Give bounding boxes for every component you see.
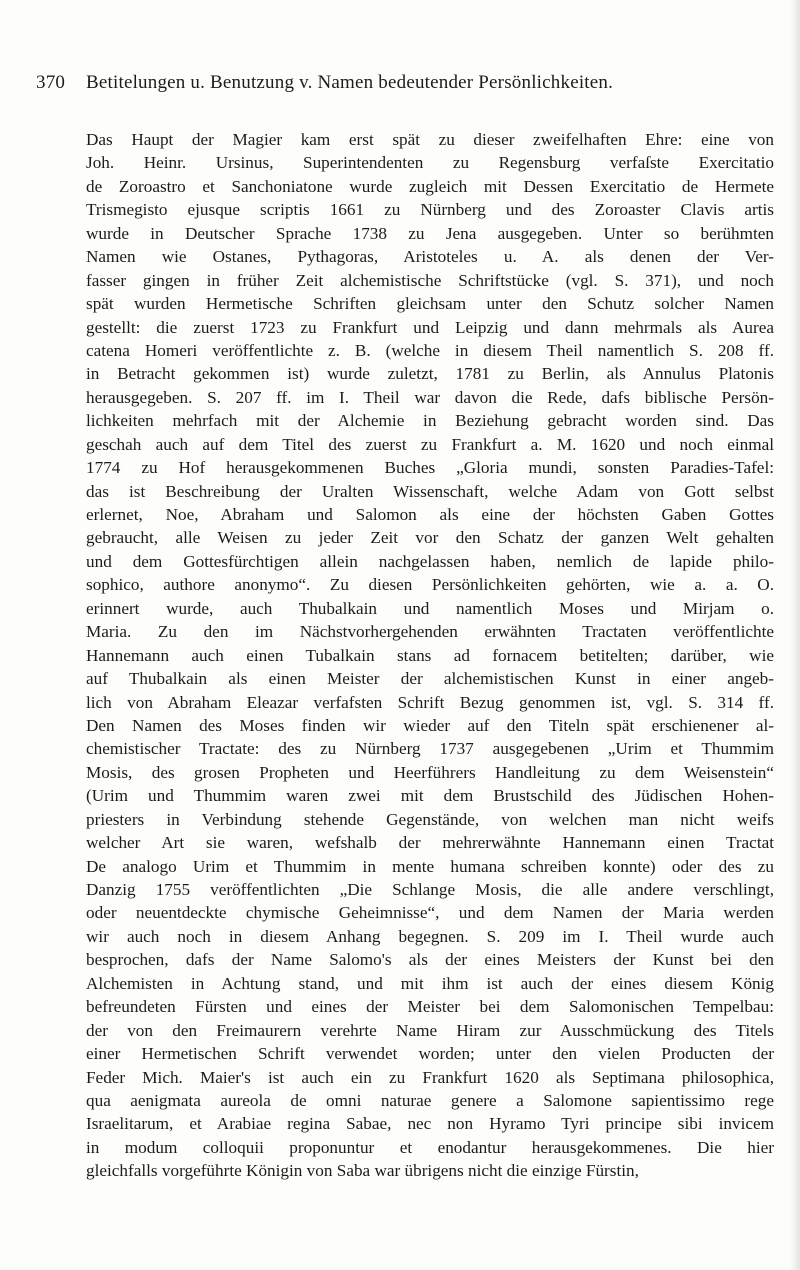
text-line: De analogo Urim et Thummim in mente humana schreiben konnte) oder des zu — [86, 856, 774, 876]
text-line: Das Haupt der Magier kam erst spät zu dieser zweifelhaften Ehre: eine von — [86, 130, 774, 149]
text-line: gestellt: die zuerst 1723 zu Frankfurt und Leipzig und dann mehrmals als Aurea — [86, 317, 774, 337]
text-line: das ist Beschreibung der Uralten Wissenschaft, welche Adam von Gott selbst — [86, 481, 774, 501]
text-line: besprochen, dafs der Name Salomo's als der eines Meisters der Kunst bei den — [86, 950, 774, 970]
text-line: Namen wie Ostanes, Pythagoras, Aristoteles u. A. als denen der Ver- — [86, 247, 774, 267]
page-number: 370 — [36, 72, 66, 93]
text-line: herausgegeben. S. 207 ff. im I. Theil war davon die Rede, dafs biblische Persön- — [86, 387, 774, 407]
text-line: welcher Art sie waren, wefshalb der mehrerwähnte Hannemann einen Tractat — [86, 833, 774, 853]
text-line: auf Thubalkain als einen Meister der alchemistischen Kunst in einer angeb- — [86, 669, 774, 689]
text-line: Den Namen des Moses finden wir wieder auf den Titeln spät erschienener al- — [86, 715, 774, 735]
text-line: de Zoroastro et Sanchoniatone wurde zugleich mit Dessen Exercitatio de Hermete — [86, 176, 774, 196]
text-line: Joh. Heinr. Ursinus, Superintendenten zu Regensburg verfaſste Exercitatio — [86, 153, 774, 173]
text-line: Feder Mich. Maier's ist auch ein zu Frankfurt 1620 als Septimana philosophica, — [86, 1067, 774, 1087]
text-line: Mosis, des grosen Propheten und Heerführers Handleitung zu dem Weisenstein“ — [86, 762, 774, 782]
text-line: Danzig 1755 veröffentlichten „Die Schlange Mosis, die alle andere verschlingt, — [86, 880, 774, 899]
page-edge-shadow — [790, 0, 800, 1270]
text-line: oder neuentdeckte chymische Geheimnisse“, und dem Namen der Maria werden — [86, 903, 774, 923]
running-title: Betitelungen u. Benutzung v. Namen bedeutender Persönlichkeiten. — [86, 72, 614, 93]
text-line: fasser gingen in früher Zeit alchemistische Schriftstücke (vgl. S. 371), und noch — [86, 270, 774, 290]
text-line: einer Hermetischen Schrift verwendet worden; unter den vielen Producten der — [86, 1044, 774, 1064]
text-line: erlernet, Noe, Abraham und Salomon als eine der höchsten Gaben Gottes — [86, 505, 774, 524]
text-line: (Urim und Thummim waren zwei mit dem Brustschild des Jüdischen Hohen- — [86, 786, 774, 806]
text-line: der von den Freimaurern verehrte Name Hiram zur Ausschmückung des Titels — [86, 1020, 774, 1040]
text-line: Hannemann auch einen Tubalkain stans ad fornacem betitelten; darüber, wie — [86, 645, 774, 665]
text-line: gleichfalls vorgeführte Königin von Saba war übrigens nicht die einzige Fürstin, — [86, 1161, 639, 1181]
text-line: sophico, authore anonymo“. Zu diesen Persönlichkeiten gehörten, wie a. a. O. — [86, 575, 774, 595]
text-line: priesters in Verbindung stehende Gegenstände, von welchen man nicht weifs — [86, 809, 774, 829]
text-line: lich von Abraham Eleazar verfafsten Schrift Bezug genommen ist, vgl. S. 314 ff. — [86, 692, 774, 712]
running-header — [36, 72, 776, 94]
text-line: gebraucht, alle Weisen zu jeder Zeit vor den Schatz der ganzen Welt gehalten — [86, 528, 774, 548]
text-line: wir auch noch in diesem Anhang begegnen. S. 209 im I. Theil wurde auch — [86, 926, 774, 946]
text-line: qua aenigmata aureola de omni naturae genere a Salomone sapientissimo rege — [86, 1090, 774, 1110]
body-text — [86, 128, 774, 1183]
text-line: catena Homeri veröffentlichte z. B. (welche in diesem Theil namentlich S. 208 ff. — [86, 340, 774, 360]
text-line: chemistischer Tractate: des zu Nürnberg 1737 ausgegebenen „Urim et Thummim — [86, 739, 774, 759]
text-line: Alchemisten in Achtung stand, und mit ihm ist auch der eines diesem König — [86, 973, 774, 993]
text-line: erinnert wurde, auch Thubalkain und namentlich Moses und Mirjam o. — [86, 598, 774, 618]
text-line: geschah auch auf dem Titel des zuerst zu Frankfurt a. M. 1620 und noch einmal — [86, 434, 774, 454]
text-line: in modum colloquii proponuntur et enodantur herausgekommenes. Die hier — [86, 1137, 774, 1157]
text-line: lichkeiten mehrfach mit der Alchemie in Beziehung gebracht worden sind. Das — [86, 411, 774, 431]
text-line: wurde in Deutscher Sprache 1738 zu Jena ausgegeben. Unter so berühmten — [86, 223, 774, 243]
text-line: in Betracht gekommen ist) wurde zuletzt, 1781 zu Berlin, als Annulus Platonis — [86, 364, 774, 384]
text-line: und dem Gottesfürchtigen allein nachgelassen haben, nemlich de lapide philo- — [86, 551, 774, 571]
text-line: befreundeten Fürsten und eines der Meister bei dem Salomonischen Tempelbau: — [86, 997, 774, 1017]
text-line: 1774 zu Hof herausgekommenen Buches „Gloria mundi, sonsten Paradies-Tafel: — [86, 458, 774, 478]
text-line: Israelitarum, et Arabiae regina Sabae, nec non Hyramo Tyri principe sibi invicem — [86, 1114, 774, 1134]
text-line: Trismegisto ejusque scriptis 1661 zu Nürnberg und des Zoroaster Clavis artis — [86, 200, 774, 220]
text-line: spät wurden Hermetische Schriften gleichsam unter den Schutz solcher Namen — [86, 294, 774, 314]
text-line: Maria. Zu den im Nächstvorhergehenden erwähnten Tractaten veröffentlichte — [86, 622, 774, 642]
